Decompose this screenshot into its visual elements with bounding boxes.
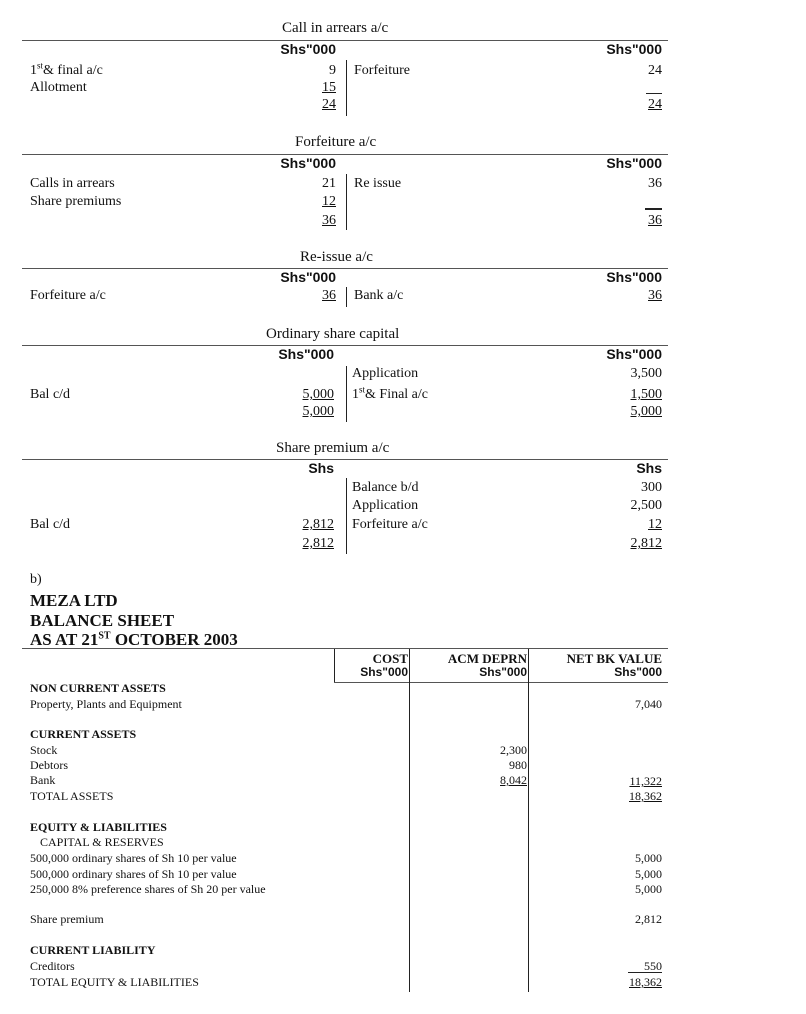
entry-label: Share premiums: [30, 194, 122, 209]
section-header: CURRENT ASSETS: [30, 727, 137, 741]
entry-label: Forfeiture: [354, 63, 410, 78]
part-label: b): [30, 572, 42, 587]
total-amount: 2,812: [630, 536, 662, 551]
entry-amount: 12: [648, 517, 662, 532]
total-amount: 36: [322, 213, 336, 228]
col-header-cost: COST: [372, 651, 408, 666]
account-title: Share premium a/c: [276, 440, 390, 456]
ledger-divider: [346, 478, 347, 554]
line-amount: 5,000: [635, 867, 662, 881]
total-rule: [646, 93, 662, 94]
column-divider: [409, 649, 410, 992]
ledger-divider: [346, 287, 347, 307]
statement-date: AS AT 21ST OCTOBER 2003: [30, 630, 238, 649]
total-amount: 36: [648, 213, 662, 228]
account-title: Ordinary share capital: [266, 326, 400, 342]
line-amount: 2,300: [500, 743, 527, 757]
line-label: Property, Plants and Equipment: [30, 697, 182, 711]
entry-amount: 12: [322, 194, 336, 209]
column-divider: [334, 649, 335, 682]
entry-label: 1st& Final a/c: [352, 384, 429, 402]
entry-label: Bal c/d: [30, 387, 71, 402]
col-header-cr: Shs"000: [606, 269, 662, 285]
statement-heading: BALANCE SHEET: [30, 611, 175, 630]
entry-label: Allotment: [30, 80, 87, 95]
entry-label: Forfeiture a/c: [352, 517, 428, 532]
ledger-divider: [346, 60, 347, 116]
col-header-dr: Shs"000: [280, 41, 336, 57]
entry-label: Application: [352, 498, 419, 513]
account-title: Call in arrears a/c: [282, 20, 389, 36]
col-header-cr: Shs"000: [606, 155, 662, 171]
line-amount: 8,042: [500, 773, 527, 787]
entry-label: Calls in arrears: [30, 176, 115, 191]
subtotal-amount: 11,322: [629, 774, 662, 788]
col-header-dr: Shs"000: [280, 155, 336, 171]
entry-label: Bank a/c: [354, 288, 404, 303]
section-header: EQUITY & LIABILITIES: [30, 820, 167, 834]
section-header: NON CURRENT ASSETS: [30, 681, 166, 695]
total-amount: 24: [648, 97, 662, 112]
entry-amount: 3,500: [630, 366, 662, 381]
entry-amount: 300: [641, 480, 662, 495]
col-header-cr: Shs"000: [606, 41, 662, 57]
col-header-dr: Shs"000: [278, 346, 334, 362]
col-unit-cost: Shs"000: [360, 665, 408, 679]
entry-label: Re issue: [354, 176, 402, 191]
total-amount: 18,362: [629, 789, 662, 803]
entry-label: Balance b/d: [352, 480, 419, 495]
account-title: Re-issue a/c: [300, 249, 373, 265]
entry-amount: 36: [648, 288, 662, 303]
statement-rule: [22, 648, 668, 649]
entry-label: 1st& final a/c: [30, 60, 103, 78]
line-label: 250,000 8% preference shares of Sh 20 per value: [30, 882, 266, 896]
line-label: Debtors: [30, 758, 68, 772]
col-header-cr: Shs: [636, 460, 662, 476]
ledger-divider: [346, 366, 347, 422]
col-header-acm-deprn: ACM DEPRN: [447, 651, 527, 666]
entry-amount: 21: [322, 176, 336, 191]
entry-amount: 5,000: [302, 387, 334, 402]
line-amount: 7,040: [635, 697, 662, 711]
total-amount: 2,812: [302, 536, 334, 551]
entry-amount: 15: [322, 80, 336, 95]
entry-amount: 9: [329, 63, 336, 78]
account-title: Forfeiture a/c: [295, 134, 377, 150]
entry-amount: 24: [648, 63, 662, 78]
line-label: Bank: [30, 773, 56, 787]
col-header-dr: Shs"000: [280, 269, 336, 285]
total-rule: [645, 208, 662, 210]
entry-label: Bal c/d: [30, 517, 71, 532]
subsection-header: CAPITAL & RESERVES: [40, 835, 164, 849]
entry-amount: 1,500: [630, 387, 662, 402]
line-amount: 2,812: [635, 912, 662, 926]
line-label: Stock: [30, 743, 58, 757]
column-divider: [528, 649, 529, 992]
section-header: CURRENT LIABILITY: [30, 943, 156, 957]
line-label: TOTAL EQUITY & LIABILITIES: [30, 975, 199, 989]
entry-label: Forfeiture a/c: [30, 288, 106, 303]
company-name: MEZA LTD: [30, 591, 118, 610]
col-header-cr: Shs"000: [606, 346, 662, 362]
entry-amount: 2,812: [302, 517, 334, 532]
col-unit-net-book-value: Shs"000: [614, 665, 662, 679]
line-amount: 5,000: [635, 882, 662, 896]
entry-amount: 36: [322, 288, 336, 303]
entry-label: Application: [352, 366, 419, 381]
line-amount: 550: [644, 959, 662, 973]
header-rule: [334, 682, 668, 683]
total-amount: 18,362: [629, 975, 662, 989]
entry-amount: 36: [648, 176, 662, 191]
total-amount: 5,000: [630, 404, 662, 419]
line-label: 500,000 ordinary shares of Sh 10 per value: [30, 851, 237, 865]
ledger-divider: [346, 174, 347, 230]
col-header-dr: Shs: [308, 460, 334, 476]
line-label: Creditors: [30, 959, 75, 973]
line-label: TOTAL ASSETS: [30, 789, 114, 803]
total-amount: 24: [322, 97, 336, 112]
total-amount: 5,000: [302, 404, 334, 419]
entry-amount: 2,500: [630, 498, 662, 513]
col-unit-acm-deprn: Shs"000: [479, 665, 527, 679]
line-label: 500,000 ordinary shares of Sh 10 per value: [30, 867, 237, 881]
line-label: Share premium: [30, 912, 104, 926]
col-header-net-book-value: NET BK VALUE: [566, 651, 662, 666]
line-amount: 5,000: [635, 851, 662, 865]
line-amount: 980: [509, 758, 527, 772]
